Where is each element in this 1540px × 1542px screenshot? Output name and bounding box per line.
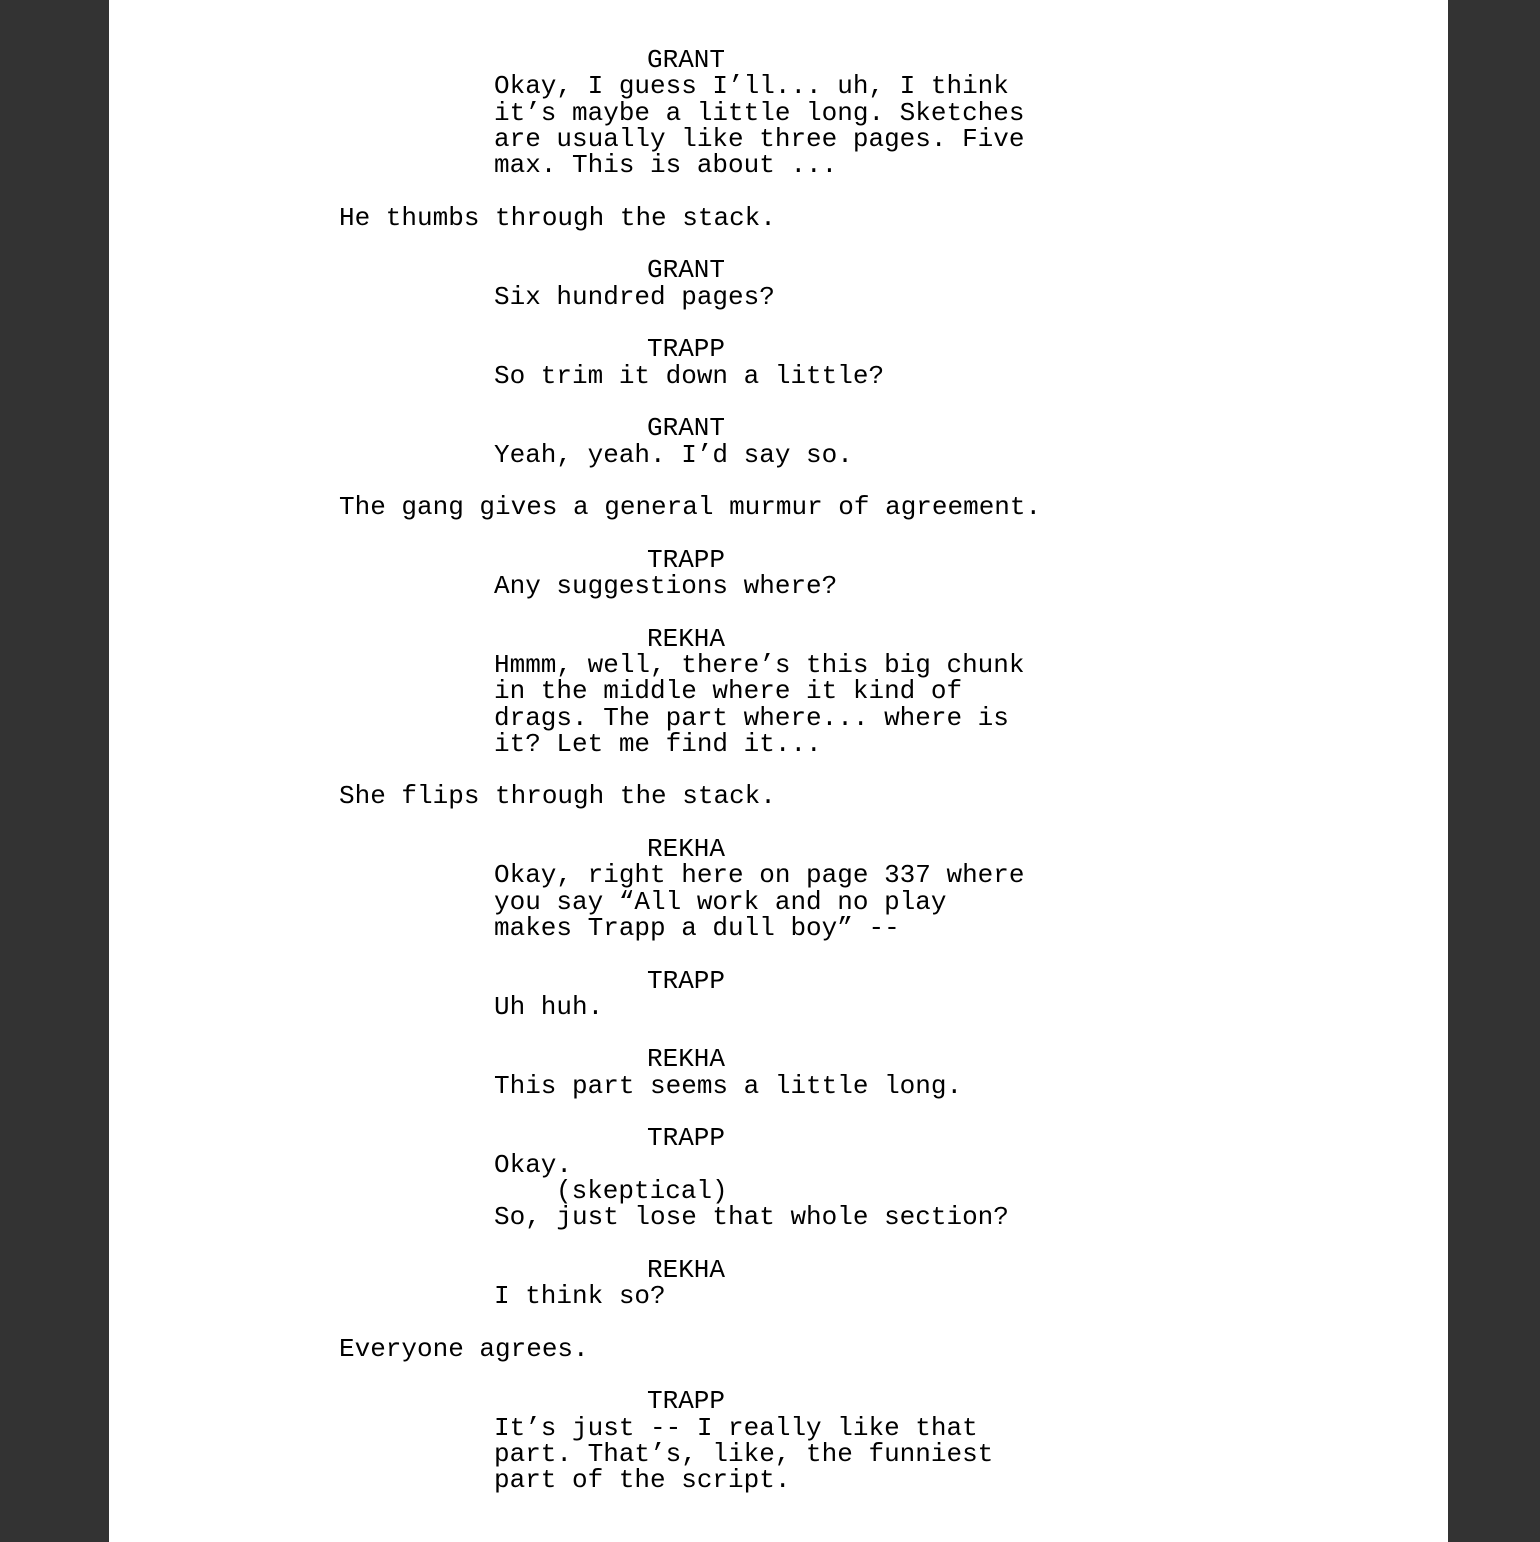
dialogue-line: This part seems a little long. [494,1070,963,1101]
dialogue-line: Six hundred pages? [494,281,775,312]
dialogue-line: Okay, I guess I’ll... uh, I think [494,71,1009,102]
character-cue: TRAPP [647,1386,726,1417]
action-line: She flips through the stack. [339,781,776,812]
character-cue: GRANT [647,45,726,75]
dialogue-line: part. That’s, like, the funniest [494,1438,994,1469]
character-cue: REKHA [647,834,726,864]
character-cue: GRANT [647,413,726,444]
dialogue-line: So trim it down a little? [494,360,885,391]
dialogue-line: are usually like three pages. Five [494,123,1025,154]
dialogue-line: in the middle where it kind of [494,676,963,707]
dialogue-line: it’s maybe a little long. Sketches [494,97,1025,128]
dialogue-line: Uh huh. [494,991,604,1022]
character-cue: REKHA [647,1044,726,1075]
dialogue-line: Hmmm, well, there’s this big chunk [494,649,1025,680]
action-line: Everyone agrees. [339,1333,589,1364]
script-page [109,0,1448,1542]
dialogue-line: part of the script. [494,1465,791,1496]
character-cue: TRAPP [647,334,726,365]
character-cue: TRAPP [647,1123,726,1154]
character-cue: GRANT [647,255,726,286]
dialogue-line: Yeah, yeah. I’d say so. [494,439,853,470]
dialogue-line: So, just lose that whole section? [494,1202,1009,1233]
dialogue-line: makes Trapp a dull boy” -- [494,912,900,943]
dialogue-line: you say “All work and no play [494,886,947,917]
dialogue-line: it? Let me find it... [494,728,822,759]
character-cue: TRAPP [647,544,726,575]
dialogue-line: Okay. [494,1149,573,1180]
dialogue-line: It’s just -- I really like that [494,1412,978,1443]
character-cue: REKHA [647,1254,726,1285]
action-line: The gang gives a general murmur of agreement. [339,492,1042,523]
dialogue-line: drags. The part where... where is [494,702,1009,733]
action-line: He thumbs through the stack. [339,202,776,233]
character-cue: TRAPP [647,965,726,996]
character-cue: REKHA [647,623,726,654]
dialogue-line: I think so? [494,1281,666,1312]
parenthetical: (skeptical) [556,1175,728,1206]
dialogue-line: Any suggestions where? [494,571,838,601]
dialogue-line: Okay, right here on page 337 where [494,860,1025,891]
dialogue-line: max. This is about ... [494,150,838,181]
